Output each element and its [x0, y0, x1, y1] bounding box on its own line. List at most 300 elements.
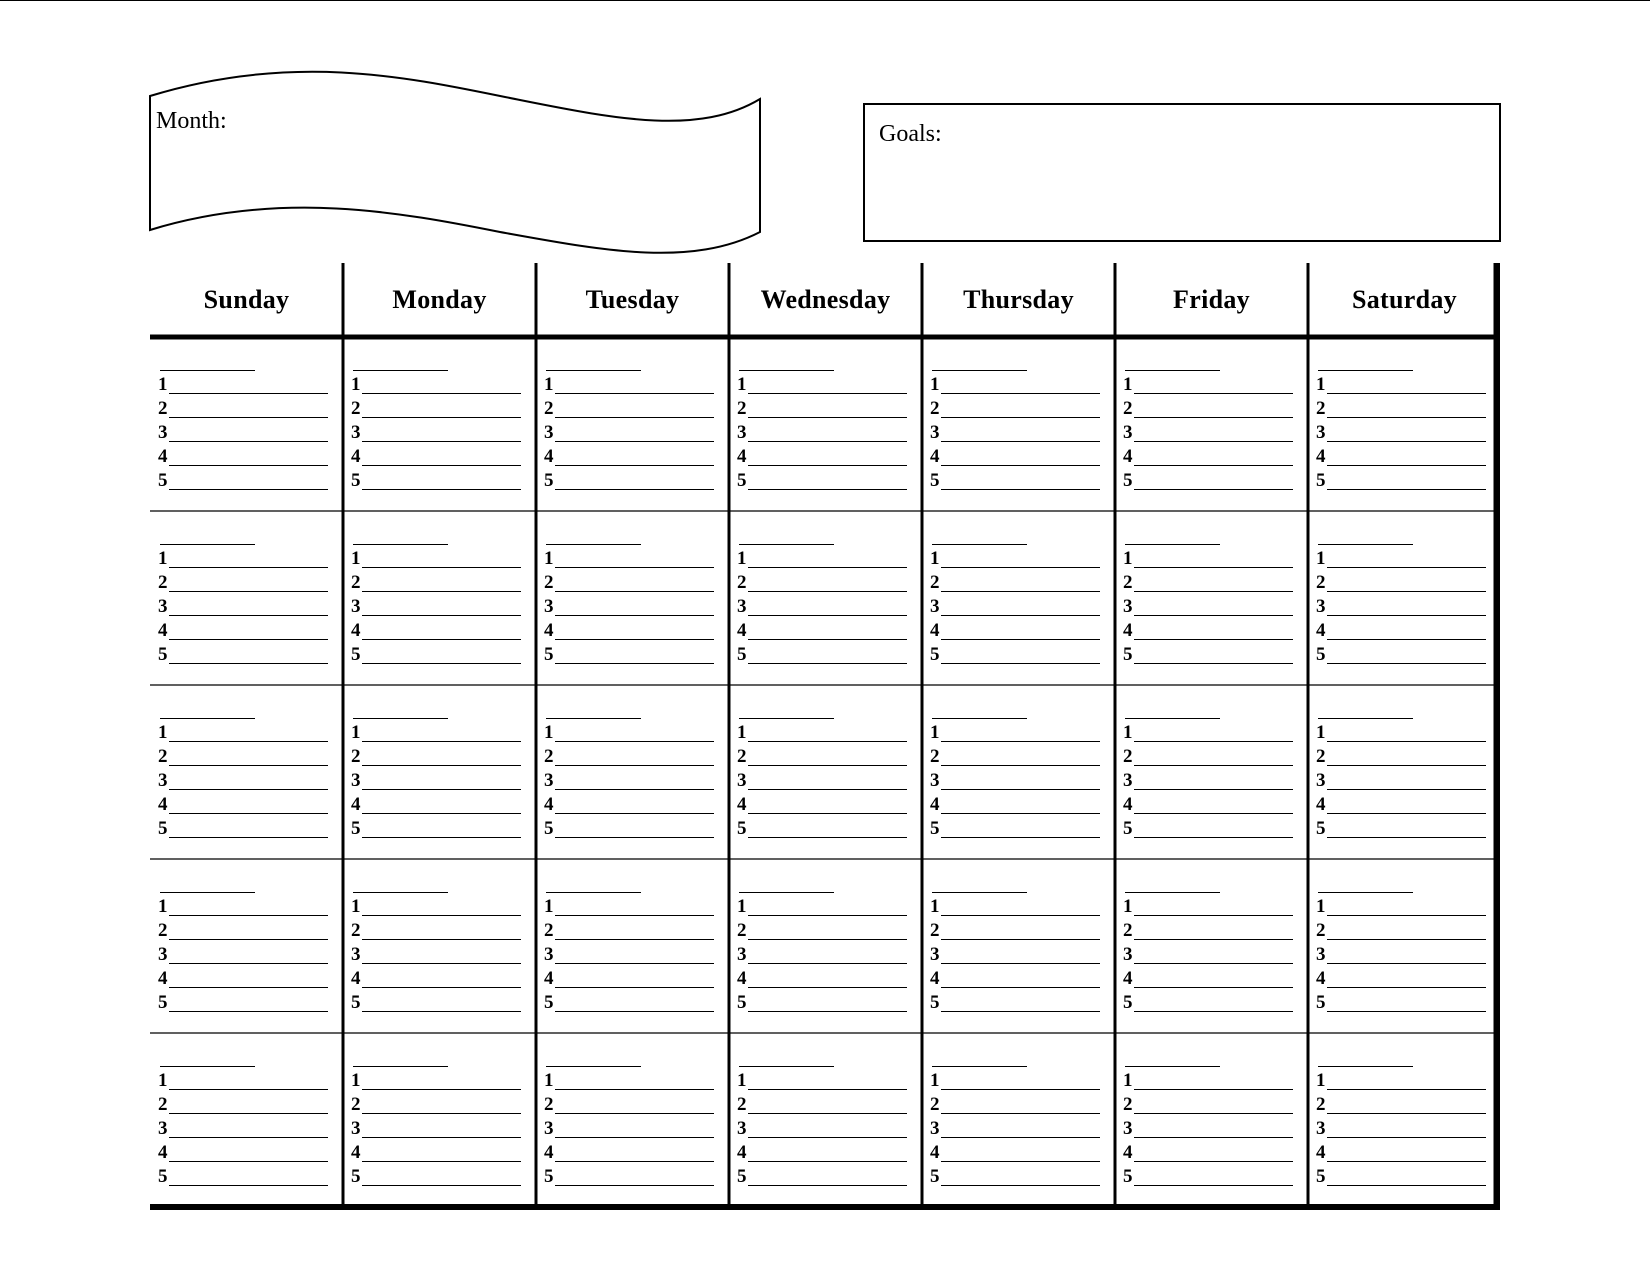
day-cell[interactable] — [924, 339, 1117, 513]
entry-row[interactable] — [351, 568, 521, 592]
entry-number: 2 — [158, 1094, 168, 1115]
entry-blank-line[interactable] — [169, 663, 328, 664]
entry-number: 4 — [544, 1142, 554, 1163]
entry-row[interactable] — [1316, 964, 1486, 988]
entry-number: 4 — [930, 620, 940, 641]
entry-row[interactable] — [1316, 616, 1486, 640]
entry-row[interactable] — [1123, 466, 1293, 490]
entry-row[interactable] — [737, 718, 907, 742]
day-cell[interactable] — [731, 513, 924, 687]
day-cell[interactable] — [1310, 861, 1503, 1035]
entry-number: 2 — [737, 746, 747, 767]
day-cell[interactable] — [731, 339, 924, 513]
entry-row[interactable] — [544, 640, 714, 664]
entry-row[interactable] — [1316, 1090, 1486, 1114]
entry-row[interactable] — [930, 418, 1100, 442]
entry-number: 2 — [544, 746, 554, 767]
entry-row[interactable] — [1123, 892, 1293, 916]
entry-row[interactable] — [351, 544, 521, 568]
entry-row[interactable] — [544, 370, 714, 394]
entry-row[interactable] — [737, 988, 907, 1012]
entry-number: 4 — [1123, 968, 1133, 989]
day-cell[interactable] — [152, 861, 345, 1035]
entry-row[interactable] — [1316, 790, 1486, 814]
entry-row[interactable] — [351, 418, 521, 442]
entry-row[interactable] — [737, 568, 907, 592]
entry-blank-line[interactable] — [169, 1185, 328, 1186]
day-cell[interactable] — [1310, 1035, 1503, 1209]
entry-row[interactable] — [1123, 964, 1293, 988]
entry-row[interactable] — [737, 1114, 907, 1138]
entry-blank-line[interactable] — [1327, 1185, 1486, 1186]
entry-row[interactable] — [544, 916, 714, 940]
entry-number: 2 — [737, 920, 747, 941]
entry-number: 1 — [930, 548, 940, 569]
entry-blank-line[interactable] — [941, 837, 1100, 838]
entry-row[interactable] — [737, 766, 907, 790]
entry-row[interactable] — [351, 718, 521, 742]
entry-row[interactable] — [158, 394, 328, 418]
entry-row[interactable] — [930, 814, 1100, 838]
entry-row[interactable] — [930, 988, 1100, 1012]
entry-row[interactable] — [351, 892, 521, 916]
entry-row[interactable] — [1316, 592, 1486, 616]
entry-number: 4 — [1316, 446, 1326, 467]
entry-blank-line[interactable] — [748, 1185, 907, 1186]
entry-row[interactable] — [1123, 1138, 1293, 1162]
entry-number: 5 — [351, 644, 361, 665]
entry-blank-line[interactable] — [1134, 837, 1293, 838]
entry-blank-line[interactable] — [362, 1185, 521, 1186]
entry-number: 2 — [1316, 572, 1326, 593]
entry-row[interactable] — [351, 394, 521, 418]
entry-row[interactable] — [544, 544, 714, 568]
entry-blank-line[interactable] — [362, 663, 521, 664]
entry-row[interactable] — [1316, 718, 1486, 742]
entry-row[interactable] — [351, 1162, 521, 1186]
entry-blank-line[interactable] — [362, 489, 521, 490]
entry-number: 1 — [1316, 1070, 1326, 1091]
entry-row[interactable] — [351, 1066, 521, 1090]
entry-row[interactable] — [930, 916, 1100, 940]
entry-row[interactable] — [1316, 892, 1486, 916]
entry-row[interactable] — [1316, 1066, 1486, 1090]
entry-row[interactable] — [544, 814, 714, 838]
day-cell[interactable] — [1310, 687, 1503, 861]
entry-blank-line[interactable] — [555, 1011, 714, 1012]
entry-blank-line[interactable] — [555, 1185, 714, 1186]
entry-blank-line[interactable] — [169, 489, 328, 490]
entry-number: 2 — [930, 398, 940, 419]
entry-row[interactable] — [737, 1138, 907, 1162]
entry-row[interactable] — [158, 1066, 328, 1090]
day-cell[interactable] — [538, 339, 731, 513]
entry-row[interactable] — [544, 568, 714, 592]
day-cell[interactable] — [924, 861, 1117, 1035]
entry-number: 4 — [1316, 1142, 1326, 1163]
entry-number: 4 — [158, 1142, 168, 1163]
entry-row[interactable] — [930, 394, 1100, 418]
entry-row[interactable] — [1123, 988, 1293, 1012]
entry-row[interactable] — [544, 742, 714, 766]
entry-row[interactable] — [1123, 544, 1293, 568]
entry-row[interactable] — [1123, 1114, 1293, 1138]
entry-number: 3 — [351, 770, 361, 791]
entry-row[interactable] — [544, 1138, 714, 1162]
entry-row[interactable] — [737, 814, 907, 838]
day-cell[interactable] — [345, 513, 538, 687]
entry-row[interactable] — [1123, 940, 1293, 964]
entry-row[interactable] — [737, 1162, 907, 1186]
entry-blank-line[interactable] — [169, 837, 328, 838]
day-cell[interactable] — [731, 687, 924, 861]
entry-number: 5 — [1316, 818, 1326, 839]
entry-row[interactable] — [544, 964, 714, 988]
day-cell[interactable] — [924, 687, 1117, 861]
day-cell[interactable] — [152, 513, 345, 687]
entry-blank-line[interactable] — [555, 489, 714, 490]
entry-row[interactable] — [737, 418, 907, 442]
entry-row[interactable] — [1316, 814, 1486, 838]
entry-row[interactable] — [158, 568, 328, 592]
entry-row[interactable] — [544, 592, 714, 616]
entry-blank-line[interactable] — [1134, 1011, 1293, 1012]
entry-row[interactable] — [158, 1114, 328, 1138]
entry-number: 5 — [544, 992, 554, 1013]
entry-row[interactable] — [737, 544, 907, 568]
entry-row[interactable] — [544, 442, 714, 466]
entry-blank-line[interactable] — [748, 663, 907, 664]
entry-row[interactable] — [737, 964, 907, 988]
entry-row[interactable] — [1123, 718, 1293, 742]
entry-number: 1 — [1123, 374, 1133, 395]
day-cell[interactable] — [345, 687, 538, 861]
entry-row[interactable] — [1123, 790, 1293, 814]
entry-row[interactable] — [544, 988, 714, 1012]
entry-number: 3 — [544, 422, 554, 443]
entry-blank-line[interactable] — [1134, 663, 1293, 664]
entry-row[interactable] — [1123, 616, 1293, 640]
entry-blank-line[interactable] — [555, 837, 714, 838]
entry-number: 2 — [351, 920, 361, 941]
entry-number: 2 — [1316, 1094, 1326, 1115]
entry-row[interactable] — [930, 592, 1100, 616]
entry-blank-line[interactable] — [362, 1011, 521, 1012]
entry-row[interactable] — [930, 1090, 1100, 1114]
entry-row[interactable] — [737, 916, 907, 940]
entry-row[interactable] — [158, 370, 328, 394]
entry-number: 5 — [1123, 470, 1133, 491]
entry-number: 5 — [544, 470, 554, 491]
day-cell[interactable] — [538, 861, 731, 1035]
entry-blank-line[interactable] — [1134, 1185, 1293, 1186]
day-cell[interactable] — [345, 861, 538, 1035]
entry-blank-line[interactable] — [941, 1185, 1100, 1186]
entry-number: 1 — [1123, 722, 1133, 743]
entry-number: 1 — [351, 722, 361, 743]
entry-row[interactable] — [544, 1114, 714, 1138]
entry-blank-line[interactable] — [748, 837, 907, 838]
entry-number: 5 — [158, 992, 168, 1013]
day-cell[interactable] — [1117, 861, 1310, 1035]
day-cell[interactable] — [1310, 339, 1503, 513]
entry-number: 3 — [930, 770, 940, 791]
entry-row[interactable] — [930, 718, 1100, 742]
entry-row[interactable] — [1316, 640, 1486, 664]
entry-blank-line[interactable] — [1327, 489, 1486, 490]
entry-row[interactable] — [737, 394, 907, 418]
entry-row[interactable] — [351, 466, 521, 490]
entry-row[interactable] — [351, 616, 521, 640]
entry-row[interactable] — [930, 544, 1100, 568]
entry-number: 1 — [737, 896, 747, 917]
entry-row[interactable] — [737, 1066, 907, 1090]
entry-number: 1 — [1123, 1070, 1133, 1091]
entry-blank-line[interactable] — [941, 663, 1100, 664]
entry-row[interactable] — [351, 988, 521, 1012]
entry-row[interactable] — [158, 718, 328, 742]
entry-blank-line[interactable] — [555, 663, 714, 664]
entry-row[interactable] — [158, 766, 328, 790]
entry-number: 4 — [737, 968, 747, 989]
entry-number: 4 — [1123, 620, 1133, 641]
entry-blank-line[interactable] — [1327, 663, 1486, 664]
entry-row[interactable] — [930, 442, 1100, 466]
entry-row[interactable] — [158, 418, 328, 442]
entry-row[interactable] — [930, 1162, 1100, 1186]
entry-row[interactable] — [737, 940, 907, 964]
day-cell[interactable] — [345, 339, 538, 513]
entry-row[interactable] — [930, 766, 1100, 790]
entry-row[interactable] — [737, 370, 907, 394]
entry-row[interactable] — [544, 1066, 714, 1090]
day-cell[interactable] — [152, 339, 345, 513]
entry-number: 1 — [930, 1070, 940, 1091]
entry-number: 3 — [1123, 596, 1133, 617]
entry-row[interactable] — [1316, 766, 1486, 790]
entry-row[interactable] — [1123, 640, 1293, 664]
entry-row[interactable] — [1123, 370, 1293, 394]
entry-row[interactable] — [544, 418, 714, 442]
entry-row[interactable] — [158, 1090, 328, 1114]
day-cell[interactable] — [1117, 513, 1310, 687]
entry-row[interactable] — [737, 790, 907, 814]
entry-number: 2 — [1123, 746, 1133, 767]
day-cell[interactable] — [538, 687, 731, 861]
entry-row[interactable] — [1316, 940, 1486, 964]
entry-row[interactable] — [351, 790, 521, 814]
entry-row[interactable] — [930, 964, 1100, 988]
entry-row[interactable] — [1316, 466, 1486, 490]
entry-row[interactable] — [544, 718, 714, 742]
entry-row[interactable] — [930, 742, 1100, 766]
entry-row[interactable] — [930, 892, 1100, 916]
entry-row[interactable] — [351, 964, 521, 988]
entry-row[interactable] — [158, 442, 328, 466]
entry-row[interactable] — [351, 592, 521, 616]
entry-row[interactable] — [351, 814, 521, 838]
entry-blank-line[interactable] — [1327, 1011, 1486, 1012]
entry-row[interactable] — [158, 988, 328, 1012]
entry-row[interactable] — [1123, 418, 1293, 442]
goals-label: Goals: — [879, 121, 942, 147]
day-cell[interactable] — [1117, 687, 1310, 861]
entry-row[interactable] — [158, 616, 328, 640]
entry-row[interactable] — [158, 742, 328, 766]
entry-row[interactable] — [544, 892, 714, 916]
entry-row[interactable] — [737, 742, 907, 766]
entry-row[interactable] — [351, 640, 521, 664]
entry-row[interactable] — [1123, 742, 1293, 766]
entry-row[interactable] — [158, 814, 328, 838]
entry-row[interactable] — [737, 466, 907, 490]
entry-row[interactable] — [158, 1138, 328, 1162]
day-cell[interactable] — [924, 1035, 1117, 1209]
entry-number: 3 — [351, 596, 361, 617]
entry-number: 3 — [351, 422, 361, 443]
day-cell[interactable] — [538, 513, 731, 687]
entry-row[interactable] — [1316, 1162, 1486, 1186]
entry-number: 2 — [544, 920, 554, 941]
entry-row[interactable] — [1123, 568, 1293, 592]
entry-row[interactable] — [737, 640, 907, 664]
entry-row[interactable] — [158, 964, 328, 988]
entry-number: 3 — [544, 944, 554, 965]
entry-row[interactable] — [351, 1138, 521, 1162]
entry-row[interactable] — [158, 466, 328, 490]
entry-row[interactable] — [544, 766, 714, 790]
entry-row[interactable] — [158, 640, 328, 664]
entry-row[interactable] — [1123, 592, 1293, 616]
day-cell[interactable] — [345, 1035, 538, 1209]
entry-row[interactable] — [158, 790, 328, 814]
entry-row[interactable] — [544, 1162, 714, 1186]
day-cell[interactable] — [731, 1035, 924, 1209]
entry-row[interactable] — [1316, 988, 1486, 1012]
entry-row[interactable] — [351, 940, 521, 964]
entry-row[interactable] — [737, 442, 907, 466]
entry-number: 5 — [544, 644, 554, 665]
entry-row[interactable] — [1123, 766, 1293, 790]
entry-row[interactable] — [158, 1162, 328, 1186]
entry-row[interactable] — [1123, 916, 1293, 940]
entry-row[interactable] — [544, 616, 714, 640]
entry-row[interactable] — [737, 892, 907, 916]
entry-row[interactable] — [351, 370, 521, 394]
day-cell[interactable] — [924, 513, 1117, 687]
entry-row[interactable] — [930, 1066, 1100, 1090]
calendar-grid — [150, 263, 1500, 1213]
entry-row[interactable] — [1123, 1066, 1293, 1090]
entry-row[interactable] — [544, 940, 714, 964]
entry-row[interactable] — [1316, 442, 1486, 466]
entry-row[interactable] — [1123, 1162, 1293, 1186]
entry-row[interactable] — [930, 466, 1100, 490]
entry-row[interactable] — [1123, 442, 1293, 466]
entry-blank-line[interactable] — [748, 1011, 907, 1012]
entry-row[interactable] — [737, 592, 907, 616]
entry-row[interactable] — [158, 592, 328, 616]
entry-row[interactable] — [351, 1114, 521, 1138]
entry-number: 1 — [930, 374, 940, 395]
entry-row[interactable] — [1316, 1138, 1486, 1162]
entry-row[interactable] — [930, 616, 1100, 640]
entry-row[interactable] — [1316, 916, 1486, 940]
entry-row[interactable] — [544, 1090, 714, 1114]
entry-row[interactable] — [351, 766, 521, 790]
entry-number: 1 — [158, 374, 168, 395]
entry-row[interactable] — [1123, 814, 1293, 838]
entry-number: 2 — [1316, 398, 1326, 419]
day-cell[interactable] — [731, 861, 924, 1035]
entry-blank-line[interactable] — [941, 1011, 1100, 1012]
entry-row[interactable] — [1316, 370, 1486, 394]
day-cell[interactable] — [1310, 513, 1503, 687]
day-cell[interactable] — [1117, 1035, 1310, 1209]
day-cell[interactable] — [538, 1035, 731, 1209]
day-cell[interactable] — [1117, 339, 1310, 513]
entry-row[interactable] — [544, 790, 714, 814]
entry-row[interactable] — [930, 370, 1100, 394]
entry-row[interactable] — [351, 742, 521, 766]
entry-number: 5 — [158, 644, 168, 665]
entry-row[interactable] — [1316, 568, 1486, 592]
entry-row[interactable] — [1316, 544, 1486, 568]
entry-number: 2 — [351, 398, 361, 419]
entry-row[interactable] — [158, 916, 328, 940]
entry-row[interactable] — [1123, 1090, 1293, 1114]
entry-row[interactable] — [737, 616, 907, 640]
entry-row[interactable] — [544, 466, 714, 490]
entry-row[interactable] — [351, 916, 521, 940]
entry-number: 4 — [158, 794, 168, 815]
entry-row[interactable] — [544, 394, 714, 418]
entry-row[interactable] — [351, 1090, 521, 1114]
entry-blank-line[interactable] — [1327, 837, 1486, 838]
entry-row[interactable] — [930, 568, 1100, 592]
entry-row[interactable] — [930, 1114, 1100, 1138]
entry-number: 3 — [1316, 770, 1326, 791]
entry-blank-line[interactable] — [169, 1011, 328, 1012]
entry-row[interactable] — [1123, 394, 1293, 418]
entry-row[interactable] — [930, 640, 1100, 664]
entry-row[interactable] — [930, 790, 1100, 814]
entry-row[interactable] — [1316, 1114, 1486, 1138]
entry-row[interactable] — [930, 1138, 1100, 1162]
entry-row[interactable] — [158, 544, 328, 568]
entry-blank-line[interactable] — [941, 489, 1100, 490]
entry-row[interactable] — [1316, 418, 1486, 442]
entry-row[interactable] — [737, 1090, 907, 1114]
goals-box[interactable] — [863, 103, 1501, 242]
entry-blank-line[interactable] — [1134, 489, 1293, 490]
entry-row[interactable] — [351, 442, 521, 466]
day-cell[interactable] — [152, 687, 345, 861]
entry-number: 3 — [158, 596, 168, 617]
day-cell[interactable] — [152, 1035, 345, 1209]
entry-row[interactable] — [930, 940, 1100, 964]
entry-number: 5 — [158, 470, 168, 491]
entry-number: 2 — [158, 398, 168, 419]
entry-number: 3 — [737, 770, 747, 791]
entry-number: 2 — [351, 1094, 361, 1115]
entry-row[interactable] — [1316, 394, 1486, 418]
entry-row[interactable] — [158, 940, 328, 964]
entry-blank-line[interactable] — [362, 837, 521, 838]
entry-blank-line[interactable] — [748, 489, 907, 490]
entry-row[interactable] — [158, 892, 328, 916]
entry-row[interactable] — [1316, 742, 1486, 766]
